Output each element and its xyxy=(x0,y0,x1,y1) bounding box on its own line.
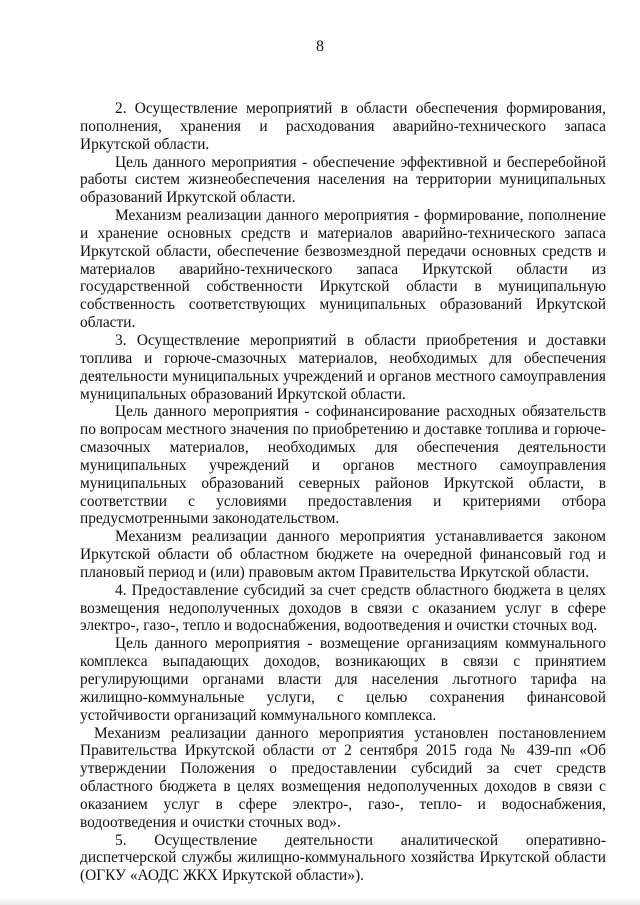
paragraph-item-5: 5. Осуществление деятельности аналитической оперативно-диспетчерской службы жилищно-коммунального хозяйства Иркутской области (ОГКУ «АОДС ЖКХ Иркутской области»). xyxy=(80,831,606,885)
page-number: 8 xyxy=(316,38,324,55)
paragraph-item-2: 2. Осуществление мероприятий в области обеспечения формирования, пополнения, хранения и расходования аварийно-технического запаса Иркутской области. xyxy=(80,100,606,153)
paragraph-goal-4: Цель данного мероприятия - возмещение организациям коммунального комплекса выпадающих доходов, возникающих в связи с принятием регулирующими органами власти для населения льготного тарифа на жилищно-коммунальные услуги, с целью сохранения финансовой устойчивости организаций коммунального комплекса. xyxy=(80,635,606,724)
page-bottom-edge xyxy=(0,897,640,905)
paragraph-mechanism-2: Механизм реализации данного мероприятия - формирование, пополнение и хранение основных средств и материалов аварийно-технического запаса Иркутской области, обеспечение безвозмездной передачи основных средств и материалов аварийно-технического запаса Иркутской области из государственной собственности Иркутской области в муниципальную собственность соответствующих муниципальных образований Иркутской области. xyxy=(80,207,606,332)
paragraph-mechanism-3: Механизм реализации данного мероприятия устанавливается законом Иркутской области об областном бюджете на очередной финансовый год и плановый период и (или) правовым актом Правительства Иркутской области. xyxy=(80,528,606,581)
paragraph-goal-3: Цель данного мероприятия - софинансирование расходных обязательств по вопросам местного значения по приобретению и доставке топлива и горюче-смазочных материалов, необходимых для обеспечения деятельности муниципальных учреждений и органов местного самоуправления муниципальных образований северных районов Иркутской области, в соответствии с условиями предоставления и критериями отбора предусмотренными законодательством. xyxy=(80,403,606,528)
paragraph-item-3: 3. Осуществление мероприятий в области приобретения и доставки топлива и горюче-смазочных материалов, необходимых для обеспечения деятельности муниципальных учреждений и органов местного самоуправления муниципальных образований Иркутской области. xyxy=(80,331,606,403)
paragraph-goal-2: Цель данного мероприятия - обеспечение эффективной и бесперебойной работы систем жизнеобеспечения населения на территории муниципальных образований Иркутской области. xyxy=(80,153,606,207)
document-body xyxy=(80,100,606,885)
paragraph-item-4: 4. Предоставление субсидий за счет средств областного бюджета в целях возмещения недополученных доходов в связи с оказанием услуг в сфере электро-, газо-, тепло и водоснабжения, водоотведения и очистки сточных вод. xyxy=(80,581,606,635)
paragraph-mechanism-4: Механизм реализации данного мероприятия установлен постановлением Правительства Иркутской области от 2 сентября 2015 года № 439-пп «Об утверждении Положения о предоставлении субсидий за счет средств областного бюджета в целях возмещения недополученных доходов в связи с оказанием услуг в сфере электро-, газо-, тепло- и водоснабжения, водоотведения и очистки сточных вод». xyxy=(80,724,606,831)
